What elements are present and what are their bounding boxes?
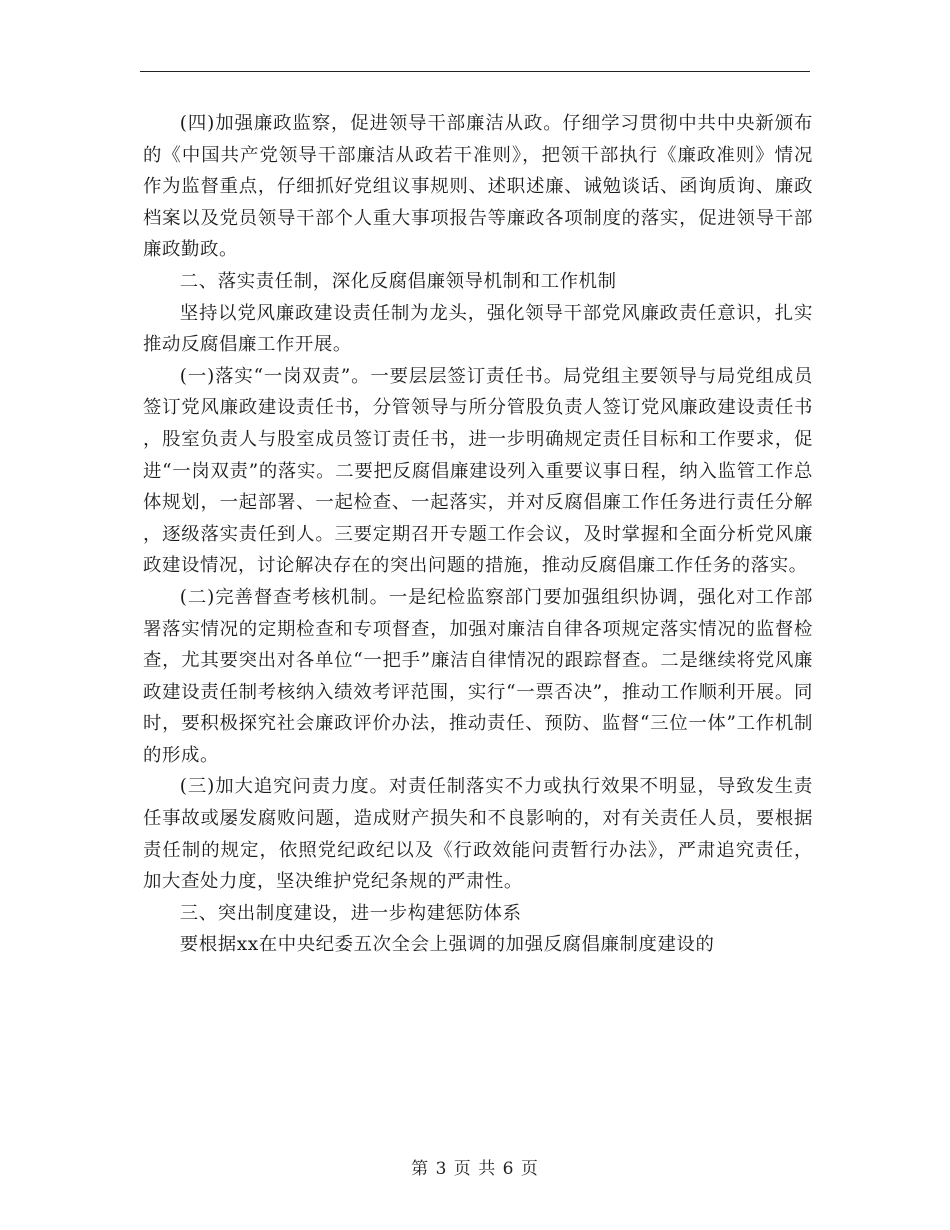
document-body (143, 108, 813, 961)
paragraph-item-2: (二)完善督查考核机制。一是纪检监察部门要加强组织协调，强化对工作部署落实情况的定期检查和专项督查，加强对廉洁自律各项规定落实情况的监督检查，尤其要突出对各单位“一把手”廉洁自律情况的跟踪督查。二是继续将党风廉政建设责任制考核纳入绩效考评范围，实行“一票否决”，推动工作顺利开展。同时，要积极探究社会廉政评价办法，推动责任、预防、监督“三位一体”工作机制的形成。 (143, 586, 813, 766)
paragraph-item-1: (一)落实“一岗双责”。一要层层签订责任书。局党组主要领导与局党组成员签订党风廉政建设责任书，分管领导与所分管股负责人签订党风廉政建设责任书，股室负责人与股室成员签订责任书，进一步明确规定责任目标和工作要求，促进“一岗双责”的落实。二要把反腐倡廉建设列入重要议事日程，纳入监管工作总体规划，一起部署、一起检查、一起落实，并对反腐倡廉工作任务进行责任分解，逐级落实责任到人。三要定期召开专题工作会议，及时掌握和全面分析党风廉政建设情况，讨论解决存在的突出问题的措施，推动反腐倡廉工作任务的落实。 (143, 365, 813, 577)
paragraph-intro-2: 坚持以党风廉政建设责任制为龙头，强化领导干部党风廉政责任意识，扎实推动反腐倡廉工作开展。 (143, 302, 813, 356)
section-heading-2: 二、落实责任制，深化反腐倡廉领导机制和工作机制 (179, 270, 617, 292)
paragraph-intro-3: 要根据xx在中央纪委五次全会上强调的加强反腐倡廉制度建设的 (179, 934, 715, 956)
page-number-footer: 第 3 页 共 6 页 (411, 1159, 539, 1179)
section-heading-3: 三、突出制度建设，进一步构建惩防体系 (179, 902, 522, 924)
header-rule (140, 71, 810, 72)
paragraph-item-3: (三)加大追究问责力度。对责任制落实不力或执行效果不明显，导致发生责任事故或屡发腐败问题，造成财产损失和不良影响的，对有关责任人员，要根据责任制的规定，依照党纪政纪以及《行政效能问责暂行办法》，严肃追究责任，加大查处力度，坚决维护党纪条规的严肃性。 (143, 776, 813, 893)
paragraph-supervision: (四)加强廉政监察，促进领导干部廉洁从政。仔细学习贯彻中共中央新颁布的《中国共产党领导干部廉洁从政若干准则》，把领干部执行《廉政准则》情况作为监督重点，仔细抓好党组议事规则、述职述廉、诫勉谈话、函询质询、廉政档案以及党员领导干部个人重大事项报告等廉政各项制度的落实，促进领导干部廉政勤政。 (143, 113, 813, 261)
